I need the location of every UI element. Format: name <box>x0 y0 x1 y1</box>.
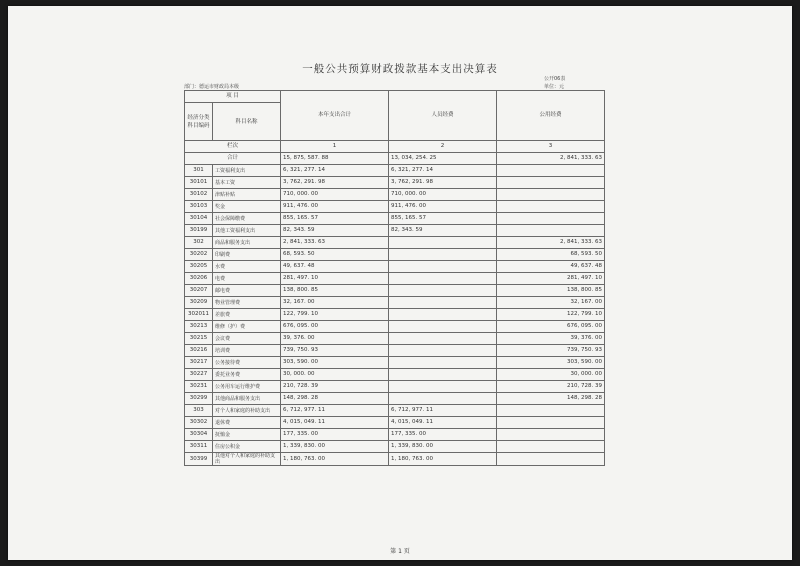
row-public <box>497 213 605 225</box>
row-code: 30304 <box>185 429 213 441</box>
row-code: 30209 <box>185 297 213 309</box>
row-personnel <box>389 321 497 333</box>
row-total: 4, 015, 049. 11 <box>281 417 389 429</box>
row-personnel <box>389 381 497 393</box>
unit-label: 单位：元 <box>544 84 565 90</box>
table-row <box>185 393 605 405</box>
total-row-label: 合计 <box>185 153 281 165</box>
row-personnel <box>389 333 497 345</box>
row-public <box>497 177 605 189</box>
table-row <box>185 285 605 297</box>
row-total: 303, 590. 00 <box>281 357 389 369</box>
table-row <box>185 273 605 285</box>
row-code: 30299 <box>185 393 213 405</box>
row-public: 39, 376. 00 <box>497 333 605 345</box>
table-row <box>185 429 605 441</box>
table-row <box>185 333 605 345</box>
total-column-header: 本年支出合计 <box>281 91 389 141</box>
row-subject-name: 印刷费 <box>213 249 281 261</box>
row-code: 30216 <box>185 345 213 357</box>
row-total: 32, 167. 00 <box>281 297 389 309</box>
row-subject-name: 邮电费 <box>213 285 281 297</box>
row-total: 6, 321, 277. 14 <box>281 165 389 177</box>
row-code: 30311 <box>185 441 213 453</box>
row-personnel: 6, 712, 977. 11 <box>389 405 497 417</box>
row-total: 739, 750. 93 <box>281 345 389 357</box>
subject-name-header: 科目名称 <box>213 103 281 141</box>
personnel-column-header: 人员经费 <box>389 91 497 141</box>
row-code: 30206 <box>185 273 213 285</box>
row-total: 911, 476. 00 <box>281 201 389 213</box>
row-public: 676, 095. 00 <box>497 321 605 333</box>
row-subject-name: 差旅费 <box>213 309 281 321</box>
row-subject-name: 工资福利支出 <box>213 165 281 177</box>
row-total: 122, 799. 10 <box>281 309 389 321</box>
row-code: 30202 <box>185 249 213 261</box>
row-total: 676, 095. 00 <box>281 321 389 333</box>
table-row <box>185 441 605 453</box>
row-subject-name: 退休费 <box>213 417 281 429</box>
row-public: 32, 167. 00 <box>497 297 605 309</box>
row-public <box>497 225 605 237</box>
table-row <box>185 309 605 321</box>
row-personnel: 1, 339, 830. 00 <box>389 441 497 453</box>
row-subject-name: 电费 <box>213 273 281 285</box>
row-personnel <box>389 261 497 273</box>
row-subject-name: 奖金 <box>213 201 281 213</box>
row-total: 1, 180, 763. 00 <box>281 453 389 466</box>
department-label: 部门：德运市财政局本级 <box>184 84 240 90</box>
row-personnel <box>389 393 497 405</box>
page-number: 第 1 页 <box>390 548 410 555</box>
row-public <box>497 441 605 453</box>
row-personnel <box>389 309 497 321</box>
table-row <box>185 201 605 213</box>
table-row <box>185 381 605 393</box>
row-code: 30207 <box>185 285 213 297</box>
table-row <box>185 189 605 201</box>
row-code: 302011 <box>185 309 213 321</box>
row-public: 122, 799. 10 <box>497 309 605 321</box>
row-subject-name: 基本工资 <box>213 177 281 189</box>
table-row <box>185 237 605 249</box>
row-total: 281, 497. 10 <box>281 273 389 285</box>
row-code: 30399 <box>185 453 213 466</box>
row-personnel: 177, 335. 00 <box>389 429 497 441</box>
row-code: 30231 <box>185 381 213 393</box>
row-total: 138, 800. 85 <box>281 285 389 297</box>
row-code: 301 <box>185 165 213 177</box>
table-row <box>185 453 605 466</box>
row-personnel <box>389 369 497 381</box>
row-personnel <box>389 357 497 369</box>
table-row <box>185 369 605 381</box>
row-code: 30215 <box>185 333 213 345</box>
table-row <box>185 405 605 417</box>
row-public: 68, 593. 50 <box>497 249 605 261</box>
row-personnel: 6, 321, 277. 14 <box>389 165 497 177</box>
row-subject-name: 水费 <box>213 261 281 273</box>
column-index-1: 1 <box>281 141 389 153</box>
row-subject-name: 抚恤金 <box>213 429 281 441</box>
row-code: 30227 <box>185 369 213 381</box>
row-total: 1, 339, 830. 00 <box>281 441 389 453</box>
table-row <box>185 177 605 189</box>
total-row-total: 15, 875, 587. 88 <box>281 153 389 165</box>
row-public: 30, 000. 00 <box>497 369 605 381</box>
row-total: 39, 376. 00 <box>281 333 389 345</box>
row-code: 30199 <box>185 225 213 237</box>
row-personnel: 3, 762, 291. 98 <box>389 177 497 189</box>
row-public: 138, 800. 85 <box>497 285 605 297</box>
column-index-2: 2 <box>389 141 497 153</box>
row-public <box>497 429 605 441</box>
row-code: 30213 <box>185 321 213 333</box>
row-code: 30104 <box>185 213 213 225</box>
table-row <box>185 261 605 273</box>
row-total: 49, 637. 48 <box>281 261 389 273</box>
row-code: 303 <box>185 405 213 417</box>
page-title: 一般公共预算财政拨款基本支出决算表 <box>302 63 498 75</box>
row-subject-name: 其他对个人和家庭的补助支出 <box>213 453 281 466</box>
row-personnel: 855, 165. 57 <box>389 213 497 225</box>
row-subject-name: 其他工资福利支出 <box>213 225 281 237</box>
row-subject-name: 住房公积金 <box>213 441 281 453</box>
row-total: 82, 343. 59 <box>281 225 389 237</box>
table-row <box>185 345 605 357</box>
row-total: 6, 712, 977. 11 <box>281 405 389 417</box>
row-personnel <box>389 285 497 297</box>
row-subject-name: 其他商品和服务支出 <box>213 393 281 405</box>
row-subject-name: 物业管理费 <box>213 297 281 309</box>
total-row-personnel: 13, 034, 254. 25 <box>389 153 497 165</box>
row-code: 30205 <box>185 261 213 273</box>
row-public: 210, 728. 39 <box>497 381 605 393</box>
row-subject-name: 维修（护）费 <box>213 321 281 333</box>
row-public <box>497 165 605 177</box>
row-code: 30103 <box>185 201 213 213</box>
row-subject-name: 委托业务费 <box>213 369 281 381</box>
row-public: 281, 497. 10 <box>497 273 605 285</box>
row-public: 2, 841, 333. 63 <box>497 237 605 249</box>
row-public <box>497 453 605 466</box>
row-public <box>497 189 605 201</box>
row-personnel: 911, 476. 00 <box>389 201 497 213</box>
row-code: 30102 <box>185 189 213 201</box>
row-total: 30, 000. 00 <box>281 369 389 381</box>
row-total: 855, 165. 57 <box>281 213 389 225</box>
row-subject-name: 公务用车运行维护费 <box>213 381 281 393</box>
row-subject-name: 会议费 <box>213 333 281 345</box>
row-personnel <box>389 297 497 309</box>
row-public <box>497 405 605 417</box>
row-total: 3, 762, 291. 98 <box>281 177 389 189</box>
row-subject-name: 对个人和家庭的补助支出 <box>213 405 281 417</box>
row-public <box>497 201 605 213</box>
row-total: 177, 335. 00 <box>281 429 389 441</box>
row-personnel: 4, 015, 049. 11 <box>389 417 497 429</box>
table-row <box>185 321 605 333</box>
row-code: 30101 <box>185 177 213 189</box>
row-subject-name: 商品和服务支出 <box>213 237 281 249</box>
table-row <box>185 213 605 225</box>
table-row <box>185 417 605 429</box>
row-personnel <box>389 237 497 249</box>
table-row <box>185 357 605 369</box>
table-row <box>185 297 605 309</box>
row-personnel <box>389 345 497 357</box>
row-subject-name: 公务接待费 <box>213 357 281 369</box>
row-public: 49, 637. 48 <box>497 261 605 273</box>
row-code: 30302 <box>185 417 213 429</box>
row-code: 30217 <box>185 357 213 369</box>
form-number: 公开06表 <box>544 76 566 82</box>
econ-code-header: 经济分类科目编码 <box>185 103 213 141</box>
total-row-public: 2, 841, 333. 63 <box>497 153 605 165</box>
expenditure-table <box>184 90 605 466</box>
row-total: 68, 593. 50 <box>281 249 389 261</box>
row-total: 2, 841, 333. 63 <box>281 237 389 249</box>
column-index-3: 3 <box>497 141 605 153</box>
row-public <box>497 417 605 429</box>
row-personnel <box>389 273 497 285</box>
table-row <box>185 249 605 261</box>
lanci-label: 栏次 <box>185 141 281 153</box>
row-personnel: 1, 180, 763. 00 <box>389 453 497 466</box>
row-subject-name: 津贴补贴 <box>213 189 281 201</box>
row-total: 710, 000. 00 <box>281 189 389 201</box>
row-total: 148, 298. 28 <box>281 393 389 405</box>
project-header: 项 目 <box>185 91 281 103</box>
row-code: 302 <box>185 237 213 249</box>
table-row <box>185 165 605 177</box>
table-row <box>185 225 605 237</box>
row-subject-name: 培训费 <box>213 345 281 357</box>
public-column-header: 公用经费 <box>497 91 605 141</box>
row-subject-name: 社会保障缴费 <box>213 213 281 225</box>
row-public: 303, 590. 00 <box>497 357 605 369</box>
row-personnel: 82, 343. 59 <box>389 225 497 237</box>
row-public: 148, 298. 28 <box>497 393 605 405</box>
document-page <box>8 6 792 560</box>
row-personnel: 710, 000. 00 <box>389 189 497 201</box>
row-total: 210, 728. 39 <box>281 381 389 393</box>
row-public: 739, 750. 93 <box>497 345 605 357</box>
row-personnel <box>389 249 497 261</box>
